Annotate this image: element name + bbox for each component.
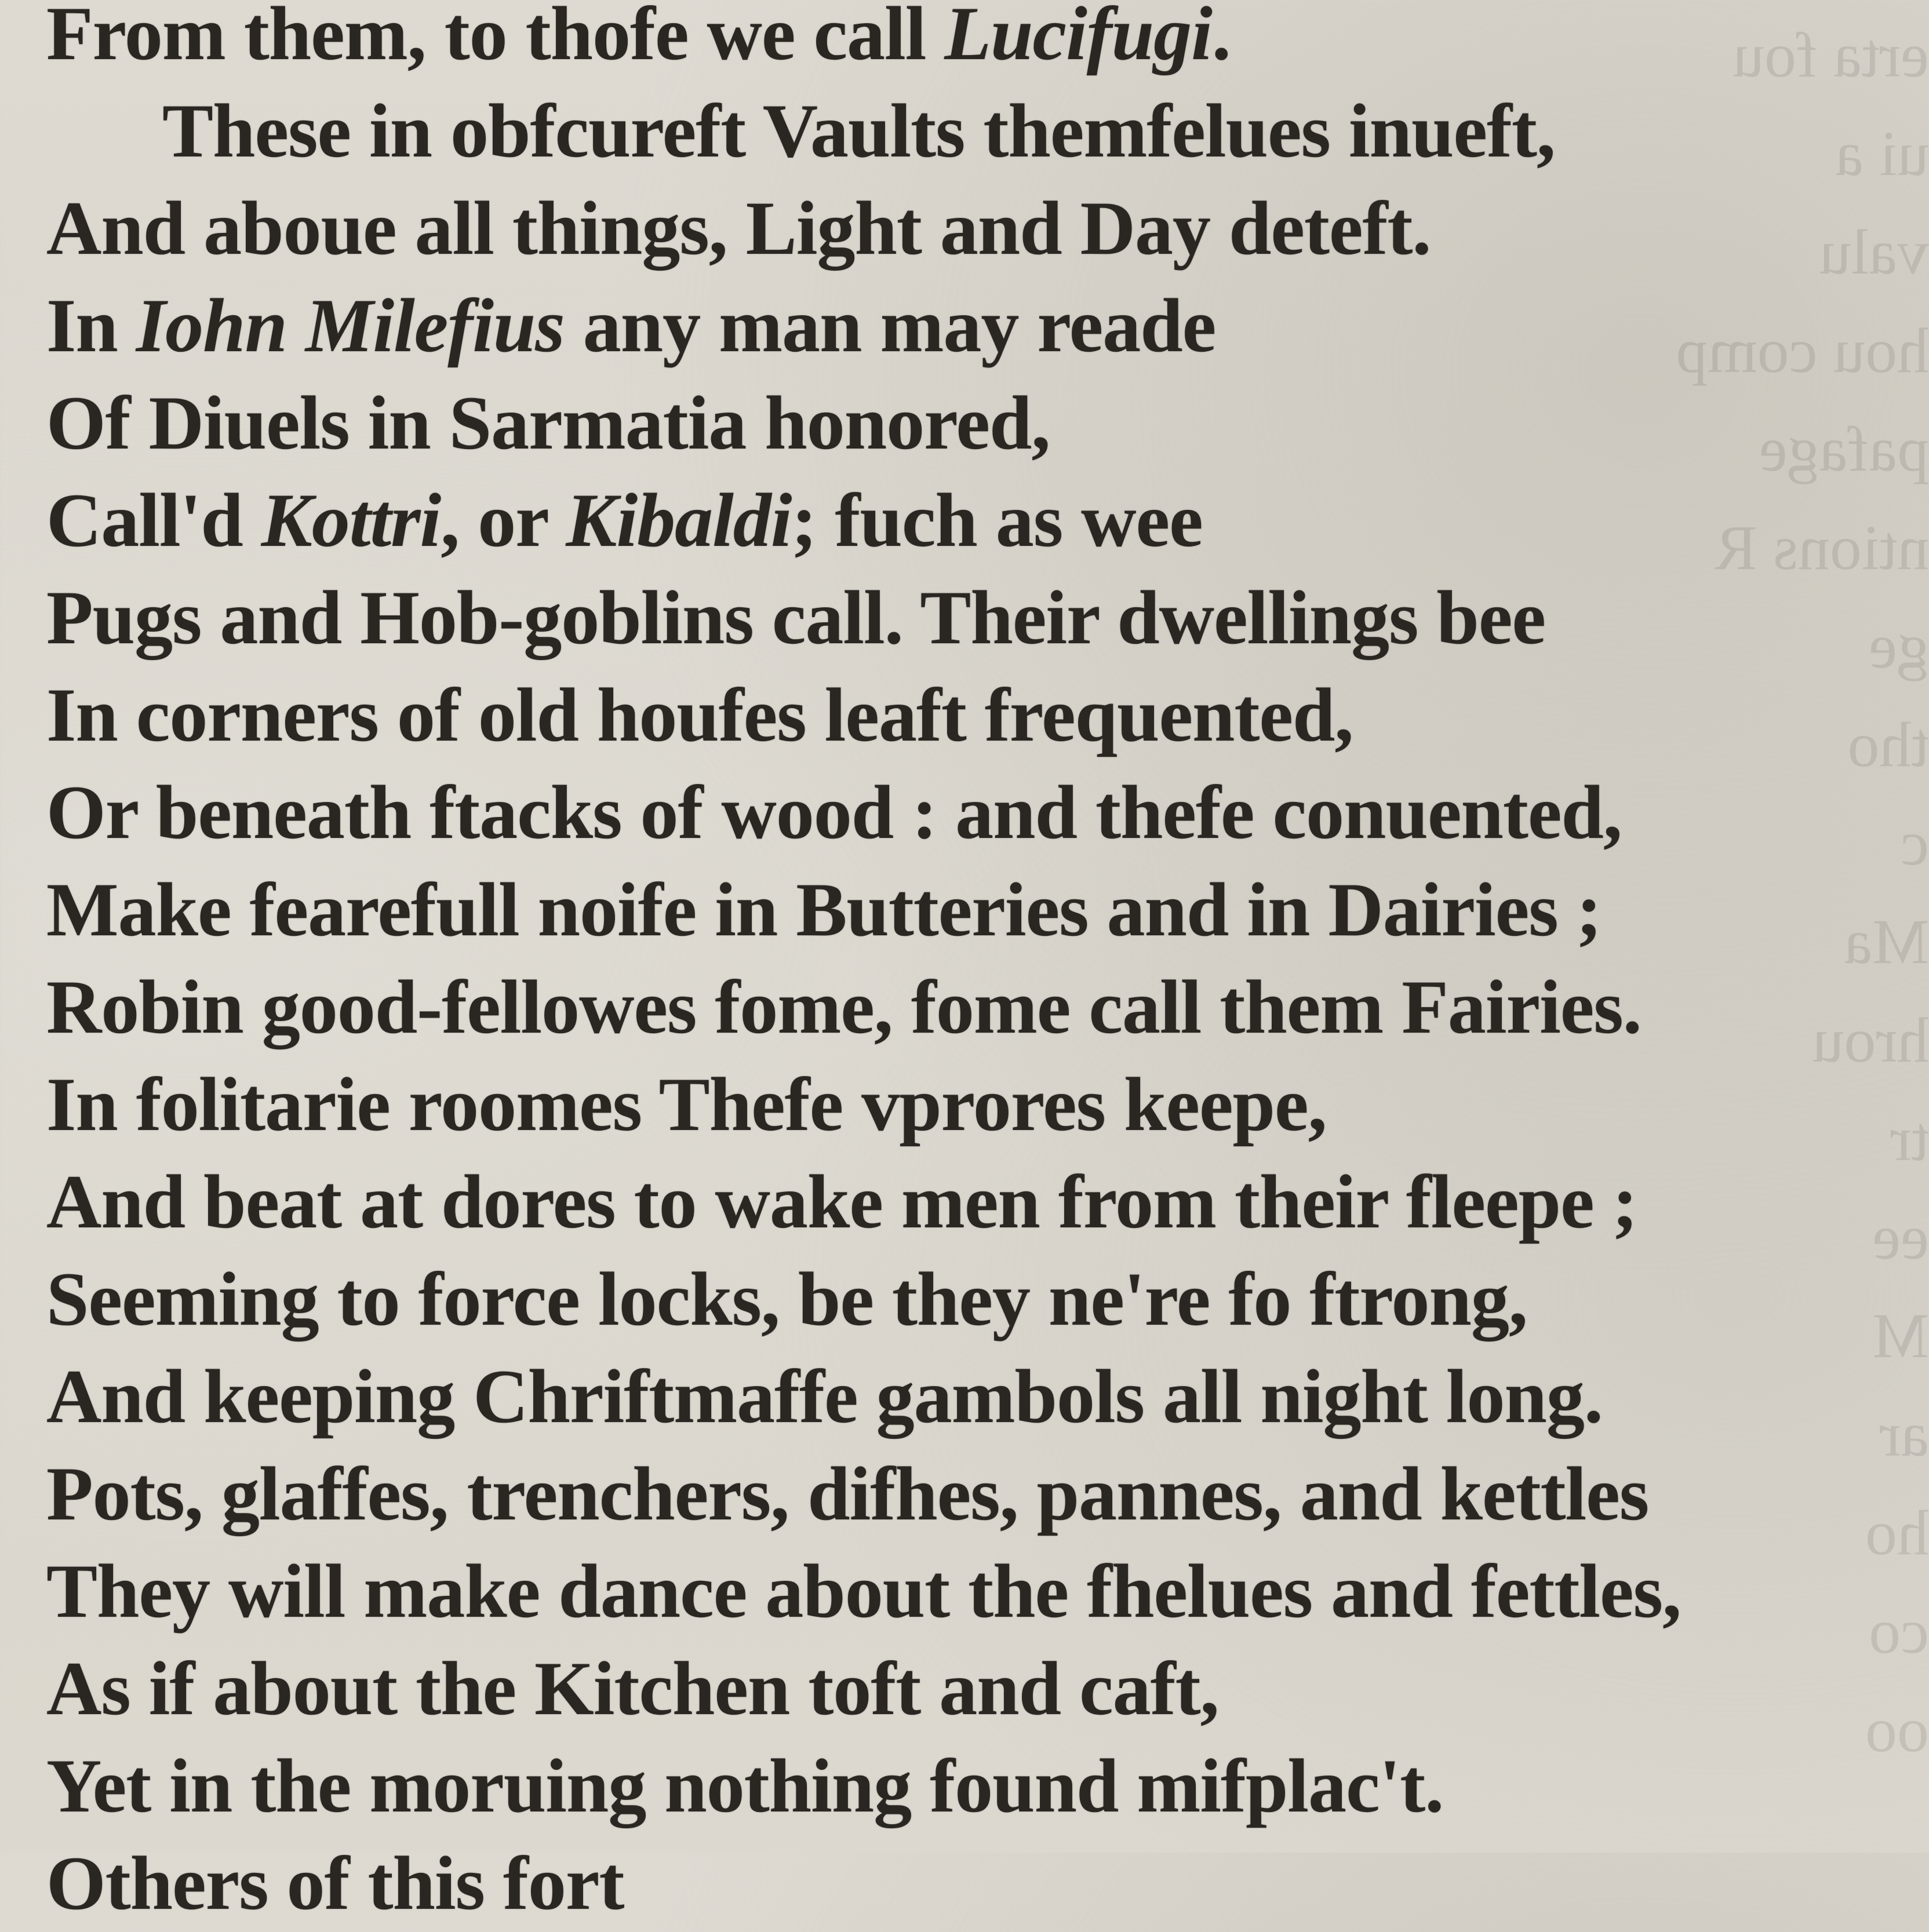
bleed-line: Ma bbox=[1844, 906, 1929, 977]
bleed-line: ui a bbox=[1835, 118, 1929, 189]
poem-line: From them, to thofe we call Lucifugi. bbox=[46, 0, 1913, 82]
italic-name: Iohn Milefius bbox=[136, 283, 565, 368]
bleed-line: M bbox=[1872, 1300, 1929, 1371]
bleed-line: pafage bbox=[1759, 414, 1929, 484]
poem-text bbox=[46, 0, 1913, 1926]
italic-name: Lucifugi bbox=[944, 0, 1212, 76]
poem-line: These in obfcureft Vaults themfelues inueft, bbox=[162, 88, 1555, 173]
poem-line: Yet in the moruing nothing found mifplac't. bbox=[46, 1743, 1444, 1828]
poem-line: As if about the Kitchen toft and caft, bbox=[46, 1646, 1219, 1731]
poem-line: Make fearefull noife in Butteries and in Dairies ; bbox=[46, 867, 1602, 952]
poem-line: In corners of old houfes leaft frequented, bbox=[46, 672, 1353, 757]
bleed-line: ge bbox=[1869, 611, 1929, 681]
poem-line: Of Diuels in Sarmatia honored, bbox=[46, 380, 1050, 465]
poem-line: And aboue all things, Light and Day deteft. bbox=[46, 185, 1431, 271]
poem-line: Call'd Kottri, or Kibaldi; fuch as wee bbox=[46, 477, 1203, 563]
poem-line: And beat at dores to wake men from their fleepe ; bbox=[46, 1159, 1637, 1244]
italic-name: Kibaldi bbox=[566, 477, 792, 563]
poem-line: Seeming to force locks, be they ne're fo ftrong, bbox=[46, 1256, 1527, 1342]
poem-line: They will make dance about the fhelues and fettles, bbox=[46, 1548, 1681, 1634]
bleed-line: ar bbox=[1879, 1399, 1929, 1470]
bleed-line: ho bbox=[1865, 1497, 1929, 1568]
bleed-line: erta fou bbox=[1733, 20, 1929, 90]
bleed-line: c bbox=[1901, 808, 1929, 878]
poem-line: And keeping Chriftmaffe gambols all night long. bbox=[46, 1354, 1603, 1439]
bleed-line: tho bbox=[1847, 709, 1929, 780]
bleed-line: hrou bbox=[1812, 1005, 1929, 1076]
poem-line: Robin good-fellowes fome, fome call them Fairies. bbox=[46, 964, 1642, 1049]
bleed-line: valu bbox=[1819, 217, 1929, 287]
poem-line: Or beneath ftacks of wood : and thefe conuented, bbox=[46, 770, 1622, 855]
poem-line: In Iohn Milefius any man may reade bbox=[46, 283, 1216, 368]
bleed-line: ntions R bbox=[1715, 512, 1929, 583]
poem-line: Pugs and Hob-goblins call. Their dwellings bee bbox=[46, 575, 1546, 660]
italic-name: Kottri bbox=[261, 477, 441, 563]
bleed-line: tr bbox=[1890, 1103, 1929, 1174]
bleed-line: oo bbox=[1865, 1694, 1929, 1765]
bleed-line: ee bbox=[1872, 1202, 1929, 1273]
poem-line: In folitarie roomes Thefe vprores keepe, bbox=[46, 1062, 1327, 1147]
poem-line-partial: Others of this fort bbox=[46, 1840, 624, 1926]
bleed-line: co bbox=[1869, 1596, 1929, 1667]
poem-line: Pots, glaffes, trenchers, difhes, pannes, and kettles bbox=[46, 1451, 1649, 1536]
bleed-line: hou comp bbox=[1676, 315, 1929, 386]
